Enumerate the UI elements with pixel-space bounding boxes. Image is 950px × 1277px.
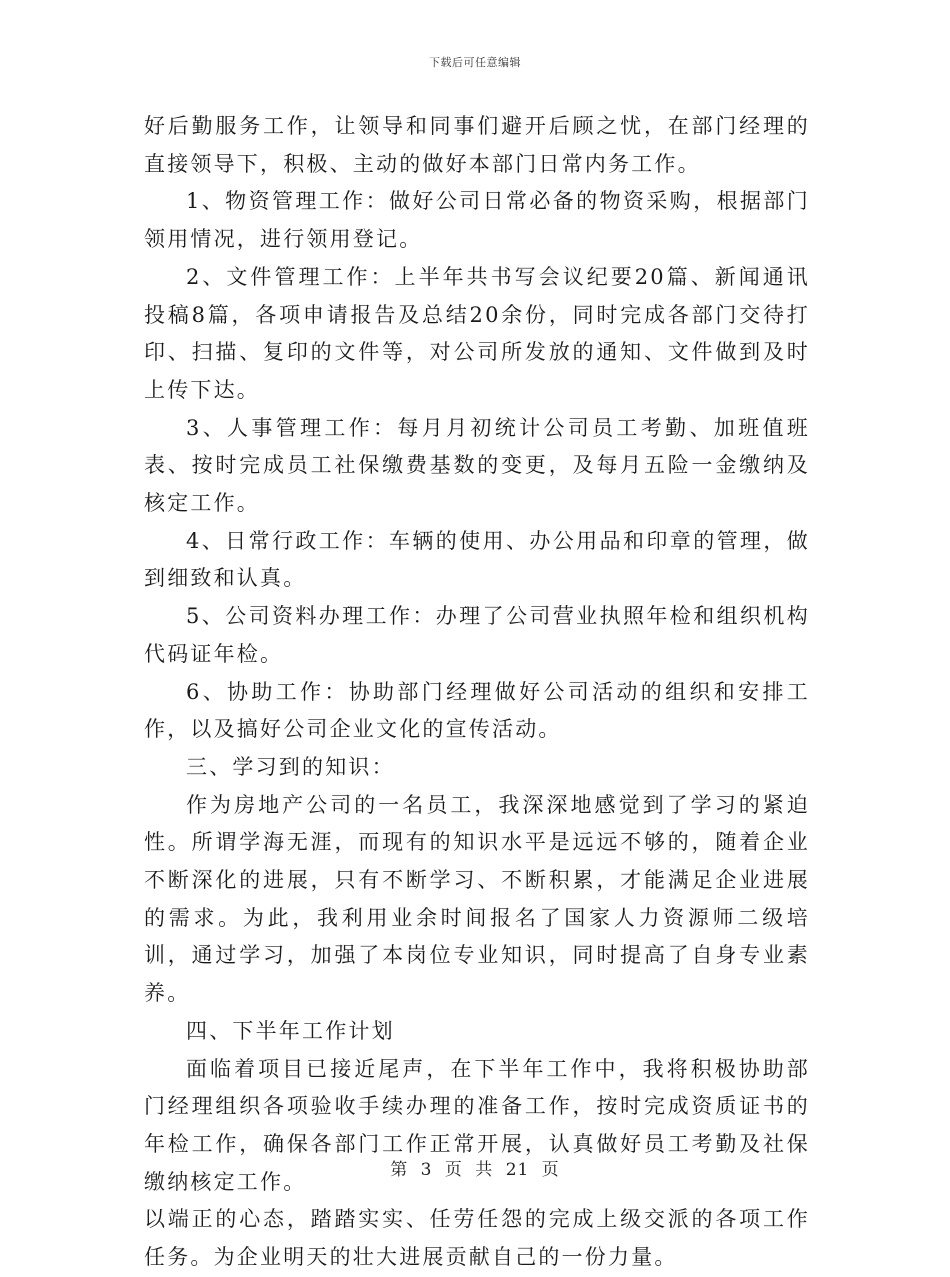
document-body [144, 108, 810, 1277]
paragraph-1: 好后勤服务工作，让领导和同事们避开后顾之忧，在部门经理的直接领导下，积极、主动的做好本部门日常内务工作。 [144, 114, 810, 176]
section-heading-4: 四、下半年工作计划 [186, 1018, 395, 1043]
paragraph-5: 4、日常行政工作：车辆的使用、办公用品和印章的管理，做到细致和认真。 [144, 528, 810, 591]
paragraph-9: 作为房地产公司的一名员工，我深深地感觉到了学习的紧迫性。所谓学海无涯，而现有的知识水平是远远不够的，随着企业不断深化的进展，只有不断学习、不断积累，才能满足企业进展的需求。为此，我利用业余时间报名了国家人力资源师二级培训，通过学习，加强了本岗位专业知识，同时提高了自身专业素养。 [144, 792, 810, 1006]
paragraph-6: 5、公司资料办理工作：办理了公司营业执照年检和组织机构代码证年检。 [144, 604, 810, 666]
paragraph-4: 3、人事管理工作：每月月初统计公司员工考勤、加班值班表、按时完成员工社保缴费基数的变更，及每月五险一金缴纳及核定工作。 [144, 415, 810, 516]
paragraph-7: 6、协助工作：协助部门经理做好公司活动的组织和安排工作，以及搞好公司企业文化的宣传活动。 [144, 679, 810, 742]
paragraph-2: 1、物资管理工作：做好公司日常必备的物资采购，根据部门领用情况，进行领用登记。 [144, 189, 810, 252]
paragraph-3: 2、文件管理工作：上半年共书写会议纪要20篇、新闻通讯投稿8篇，各项申请报告及总结20余份，同时完成各部门交待打印、扫描、复印的文件等，对公司所发放的通知、文件做到及时上传下达。 [144, 264, 810, 402]
page-number: 第 3 页 共 21 页 [390, 1160, 560, 1180]
page-header: 下载后可任意编辑 [429, 56, 521, 69]
section-heading-3: 三、学习到的知识： [186, 754, 395, 779]
paragraph-12: 以端正的心态，踏踏实实、任劳任怨的完成上级交派的各项工作任务。为企业明天的壮大进展贡献自己的一份力量。 [144, 1207, 810, 1270]
paragraph-11: 面临着项目已接近尾声，在下半年工作中，我将积极协助部门经理组织各项验收手续办理的准备工作，按时完成资质证书的年检工作，确保各部门工作正常开展，认真做好员工考勤及社保缴纳核定工作。 [144, 1056, 810, 1194]
